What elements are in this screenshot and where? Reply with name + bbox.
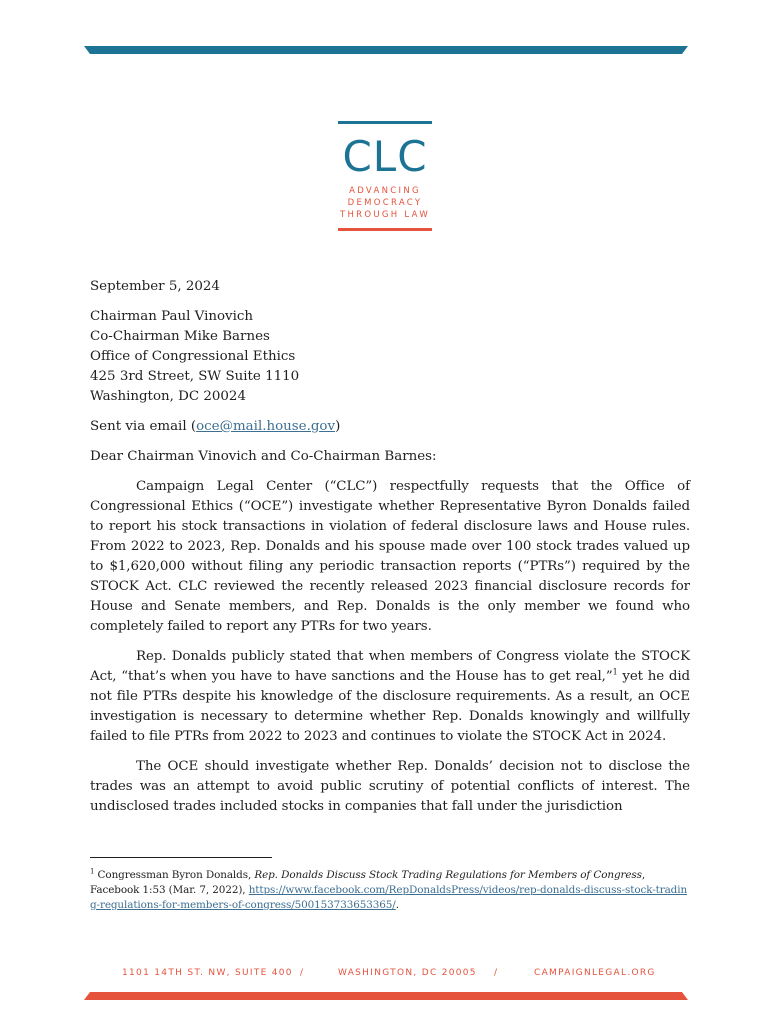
salutation: Dear Chairman Vinovich and Co-Chairman Barnes: (90, 449, 437, 464)
footnote-url-link[interactable]: https://www.facebook.com/RepDonaldsPress/videos/rep-donalds-discuss-stock-trading-regulations-for-members-of-congress/500153733653365/ (90, 884, 688, 911)
footnote-text-c: . (395, 899, 399, 911)
logo-mark: CLC (342, 132, 428, 181)
paragraph-2-text-a: Rep. Donalds publicly stated that when members of Congress violate the STOCK Act, “that’s when you have to have sanctions and the House has to get real,” (90, 649, 690, 684)
letter-body (90, 277, 690, 817)
logo-tagline-line: DEMOCRACY (347, 198, 423, 208)
recipient-line: Co-Chairman Mike Barnes (90, 329, 270, 344)
header-accent-bar (84, 46, 688, 54)
logo-tagline (338, 185, 432, 221)
sent-via-line (90, 417, 690, 437)
body-paragraph-3: The OCE should investigate whether Rep. Donalds’ decision not to disclose the trades was an attempt to avoid public scrutiny of potential conflicts of interest. The undisclosed trades included stocks in companies that fall under the jurisdiction (90, 759, 690, 814)
sent-prefix: Sent via email ( (90, 419, 197, 434)
sent-suffix: ) (335, 419, 341, 434)
footnote-text-b: , Facebook 1:53 (Mar. 7, 2022), (90, 869, 646, 896)
paragraph-2-text-b: yet he did not file PTRs despite his knowledge of the disclosure requirements. As a result, an OCE investigation is necessary to determine whether Rep. Donalds knowingly and willfully failed to file PTRs from 2022 to 2023 and continues to violate the STOCK Act in 2024. (90, 669, 690, 744)
footer-separator: / (494, 968, 499, 978)
recipient-email-link[interactable]: oce@mail.house.gov (196, 419, 336, 434)
logo-tagline-line: THROUGH LAW (339, 210, 431, 220)
letterhead-footer (84, 968, 688, 982)
recipient-line: Washington, DC 20024 (90, 389, 246, 404)
footnote-divider (90, 857, 272, 858)
body-paragraph-2 (90, 647, 690, 747)
footnote-reference[interactable]: 1 (612, 667, 618, 677)
letter-date: September 5, 2024 (90, 279, 220, 294)
footer-city: WASHINGTON, DC 20005 (338, 968, 477, 978)
recipient-line: 425 3rd Street, SW Suite 1110 (90, 369, 300, 384)
footer-website[interactable]: CAMPAIGNLEGAL.ORG (534, 968, 656, 978)
recipient-line: Chairman Paul Vinovich (90, 309, 254, 324)
logo-top-rule (338, 121, 432, 124)
logo-bottom-rule (338, 228, 432, 231)
recipient-address (90, 307, 690, 407)
logo-tagline-line: ADVANCING (349, 186, 421, 196)
footnote-source-title: Rep. Donalds Discuss Stock Trading Regulations for Members of Congress (254, 869, 642, 881)
recipient-line: Office of Congressional Ethics (90, 349, 296, 364)
footnote-text-a: Congressman Byron Donalds, (94, 869, 255, 881)
footer-accent-bar (84, 992, 688, 1000)
body-paragraph-1: Campaign Legal Center (“CLC”) respectfully requests that the Office of Congressional Ethics (“OCE”) investigate whether Representative Byron Donalds failed to report his stock transactions in violation of federal disclosure laws and House rules. From 2022 to 2023, Rep. Donalds and his spouse made over 100 stock trades valued up to $1,620,000 without filing any periodic transaction reports (“PTRs”) required by the STOCK Act. CLC reviewed the recently released 2023 financial disclosure records for House and Senate members, and Rep. Donalds is the only member we found who completely failed to report any PTRs for two years. (90, 479, 690, 634)
footer-separator: / (300, 968, 305, 978)
clc-logo (338, 121, 432, 233)
footnote (90, 868, 690, 913)
footnote-number: 1 (90, 867, 95, 876)
footer-address: 1101 14TH ST. NW, SUITE 400 (122, 968, 293, 978)
